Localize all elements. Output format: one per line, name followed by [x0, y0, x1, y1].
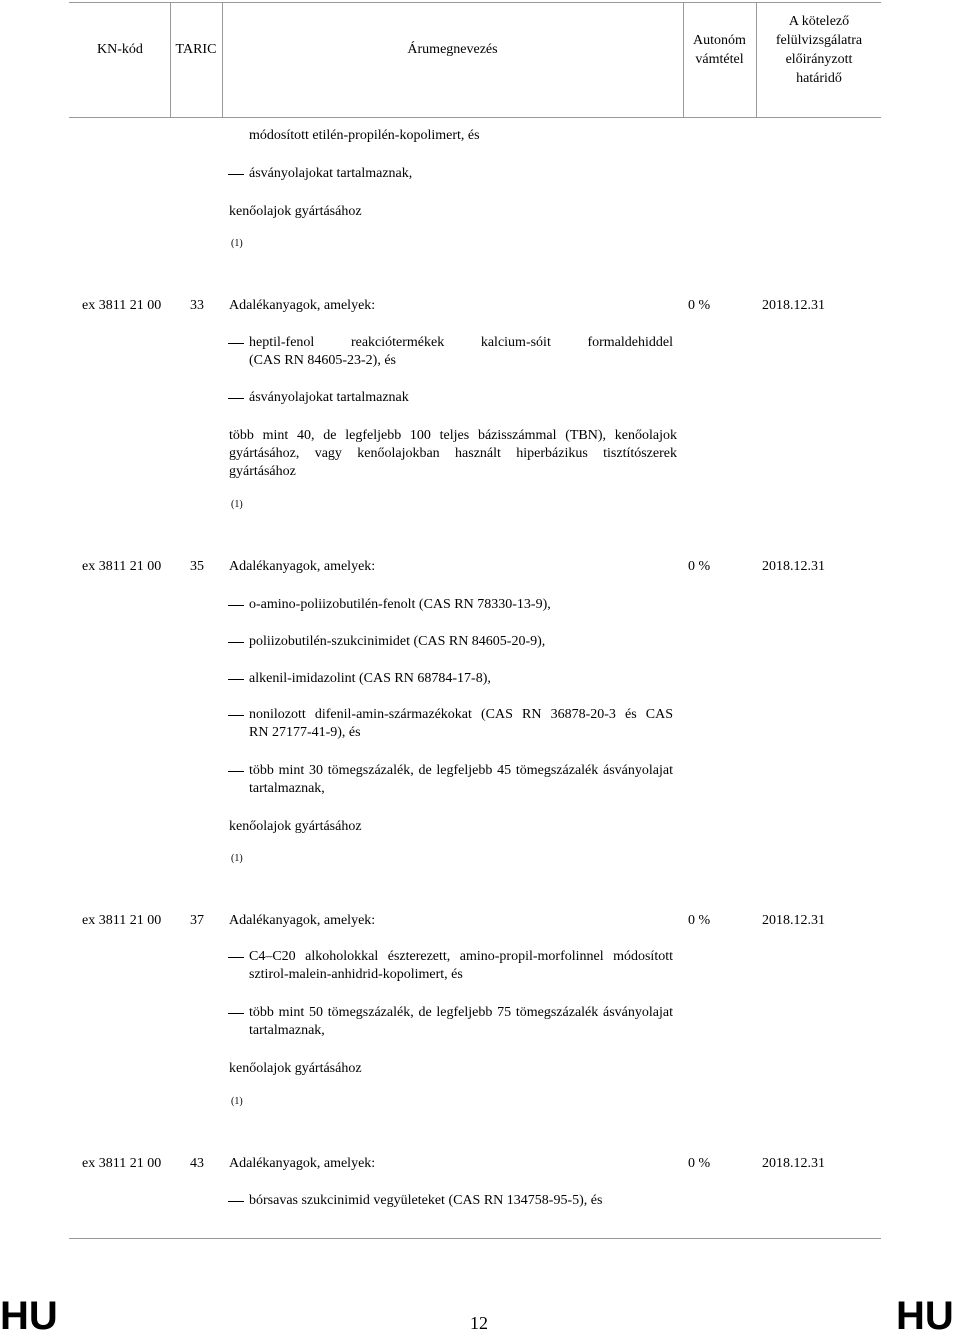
duty-rate: 0 % — [688, 298, 711, 313]
duty-rate: 0 % — [688, 1156, 711, 1171]
dash-bullet — [228, 605, 244, 606]
dash-bullet — [228, 642, 244, 643]
description-item-cont: RN 27177-41-9), és — [249, 725, 361, 740]
description-item: ásványolajokat tartalmaznak, — [249, 166, 413, 181]
entry-intro: Adalékanyagok, amelyek: — [229, 1156, 376, 1171]
review-date: 2018.12.31 — [762, 298, 825, 313]
purpose-text: több mint 40, de legfeljebb 100 teljes bázisszámmal (TBN), kenőolajok — [229, 428, 677, 443]
description-item: alkenil-imidazolint (CAS RN 68784-17-8), — [249, 671, 491, 686]
description-item: több mint 30 tömegszázalék, de legfeljebb 45 tömegszázalék ásványolajat — [249, 763, 673, 778]
taric-code: 33 — [190, 298, 204, 313]
footnote-ref: (1) — [231, 1096, 243, 1107]
kn-code: ex 3811 21 00 — [82, 1156, 162, 1171]
table-bottom-rule — [69, 1238, 881, 1239]
header-hatarido: A kötelező felülvizsgálatra előirányzott határidő — [775, 14, 863, 86]
description-item-cont: tartalmaznak, — [249, 781, 325, 796]
dash-bullet — [228, 174, 244, 175]
purpose-text: kenőolajok gyártásához — [229, 819, 362, 834]
footnote-ref: (1) — [231, 499, 243, 510]
dash-bullet — [228, 1201, 244, 1202]
taric-code: 43 — [190, 1156, 204, 1171]
language-code-right: HU — [896, 1294, 954, 1338]
purpose-text: kenőolajok gyártásához — [229, 1061, 362, 1076]
entry-intro: Adalékanyagok, amelyek: — [229, 913, 376, 928]
dash-bullet — [228, 1013, 244, 1014]
page-number: 12 — [470, 1313, 488, 1333]
kn-code: ex 3811 21 00 — [82, 559, 162, 574]
purpose-text: gyártásához — [229, 464, 296, 479]
entry-intro: Adalékanyagok, amelyek: — [229, 559, 376, 574]
description-item: bórsavas szukcinimid vegyületeket (CAS RN 134758-95-5), és — [249, 1193, 603, 1208]
kn-code: ex 3811 21 00 — [82, 913, 162, 928]
header-taric: TARIC — [175, 42, 217, 57]
kn-code: ex 3811 21 00 — [82, 298, 162, 313]
header-bottom-rule — [69, 117, 881, 118]
description-item: poliizobutilén-szukcinimidet (CAS RN 84605-20-9), — [249, 634, 546, 649]
dash-bullet — [228, 771, 244, 772]
duty-rate: 0 % — [688, 559, 711, 574]
description-item: több mint 50 tömegszázalék, de legfeljebb 75 tömegszázalék ásványolajat — [249, 1005, 673, 1020]
table-top-rule — [69, 2, 881, 3]
description-item-cont: sztirol-malein-anhidrid-kopolimert, és — [249, 967, 463, 982]
description-item: nonilozott difenil-amin-származékokat (CAS RN 36878-20-3 és CAS — [249, 707, 673, 722]
description-item-cont: (CAS RN 84605-23-2), és — [249, 353, 396, 368]
description-item-cont: tartalmaznak, — [249, 1023, 325, 1038]
header-autonom-vamtetel: Autonóm vámtétel — [693, 33, 746, 67]
header-separator — [170, 2, 171, 117]
dash-bullet — [228, 715, 244, 716]
entry-intro: Adalékanyagok, amelyek: — [229, 298, 376, 313]
description-item: o-amino-poliizobutilén-fenolt (CAS RN 78330-13-9), — [249, 597, 551, 612]
taric-code: 35 — [190, 559, 204, 574]
dash-bullet — [228, 957, 244, 958]
header-separator — [222, 2, 223, 117]
taric-code: 37 — [190, 913, 204, 928]
review-date: 2018.12.31 — [762, 559, 825, 574]
header-separator — [756, 2, 757, 117]
dash-bullet — [228, 343, 244, 344]
description-item: ásványolajokat tartalmaznak — [249, 390, 409, 405]
review-date: 2018.12.31 — [762, 1156, 825, 1171]
description-line: módosított etilén-propilén-kopolimert, és — [249, 128, 480, 143]
header-separator — [683, 2, 684, 117]
dash-bullet — [228, 679, 244, 680]
dash-bullet — [228, 398, 244, 399]
purpose-text: gyártásához, vagy kenőolajokban használt hiperbázikus tisztítószerek — [229, 446, 677, 461]
language-code-left: HU — [0, 1294, 58, 1338]
header-kn-kod: KN-kód — [97, 42, 143, 57]
footnote-ref: (1) — [231, 853, 243, 864]
duty-rate: 0 % — [688, 913, 711, 928]
description-item: heptil-fenol reakciótermékek kalcium-sóit formaldehiddel — [249, 335, 673, 350]
description-item: C4–C20 alkoholokkal észterezett, amino-propil-morfolinnel módosított — [249, 949, 673, 964]
purpose-text: kenőolajok gyártásához — [229, 204, 362, 219]
review-date: 2018.12.31 — [762, 913, 825, 928]
header-arumegnevezes: Árumegnevezés — [407, 42, 498, 57]
footnote-ref: (1) — [231, 238, 243, 249]
